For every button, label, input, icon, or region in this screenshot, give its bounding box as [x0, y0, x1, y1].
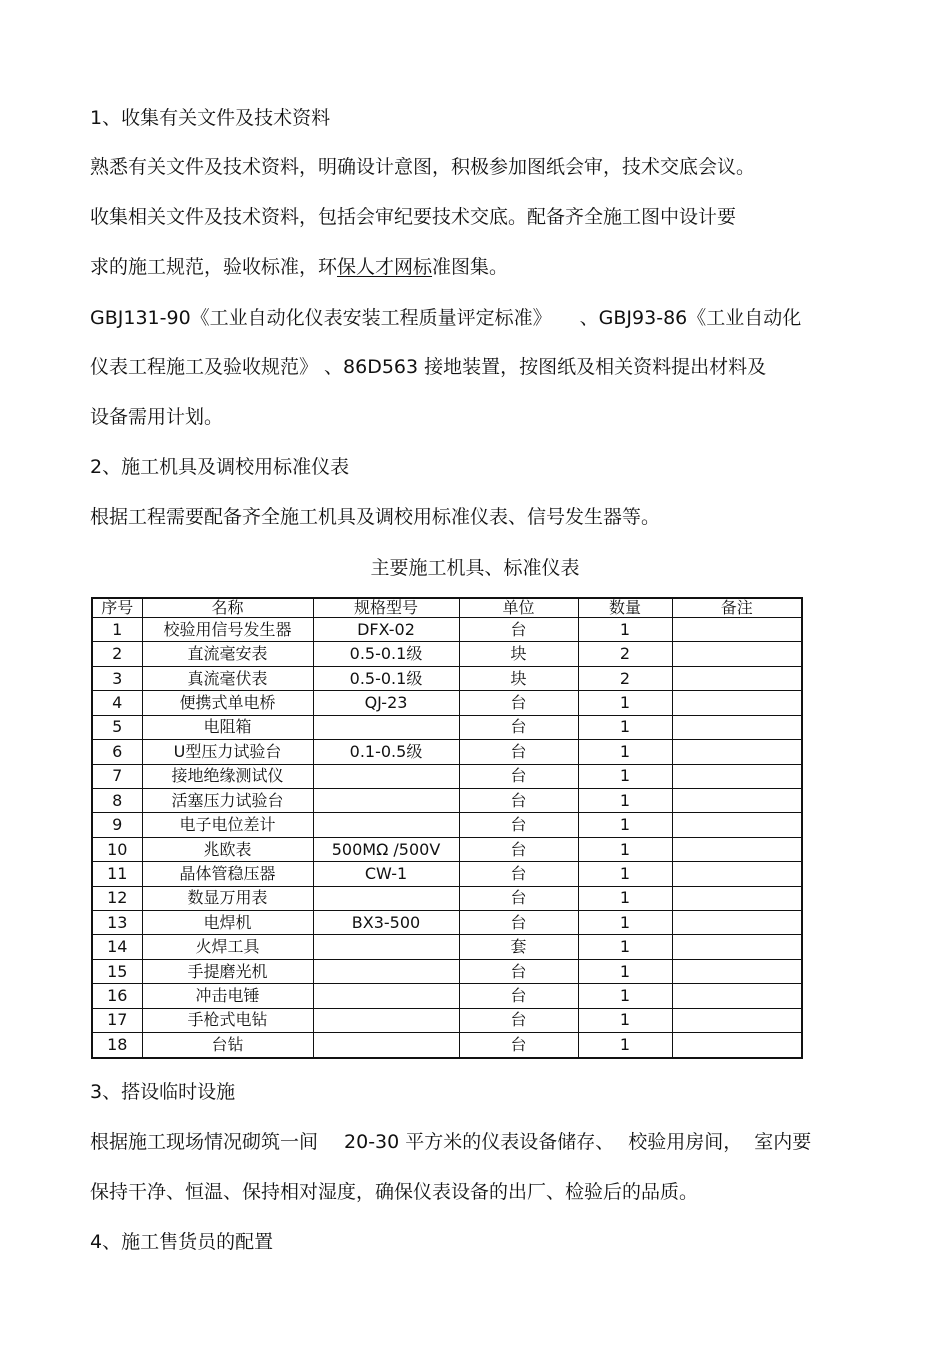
- table-cell: 16: [92, 984, 142, 1008]
- table-row: [92, 1008, 802, 1032]
- table-cell: 1: [578, 618, 672, 642]
- table-cell: 12: [92, 886, 142, 910]
- table-cell: BX3-500: [313, 911, 459, 935]
- table-cell: [672, 740, 802, 764]
- table-cell: [313, 715, 459, 739]
- text-run: 求的施工规范，验收标准，环: [90, 256, 338, 278]
- table-cell: 台: [459, 715, 578, 739]
- table-cell: 0.1-0.5级: [313, 740, 459, 764]
- table-row: [92, 837, 802, 861]
- table-cell: [313, 1008, 459, 1032]
- table-cell: 1: [578, 715, 672, 739]
- table-row: [92, 691, 802, 715]
- table-cell: 台: [459, 813, 578, 837]
- section-3-paragraph-line-2: 保持干净、恒温、保持相对湿度，确保仪表设备的出厂、检验后的品质。: [90, 1181, 699, 1203]
- table-cell: 台: [459, 691, 578, 715]
- table-cell: 电子电位差计: [142, 813, 313, 837]
- table-row: [92, 764, 802, 788]
- text-run: 室内要: [754, 1131, 812, 1153]
- text-run: 准图集。: [432, 256, 509, 278]
- table-row: [92, 642, 802, 666]
- table-row: [92, 618, 802, 642]
- table-cell: 18: [92, 1033, 142, 1058]
- table-cell: 台: [459, 837, 578, 861]
- text-run: 根据施工现场情况砌筑一间: [90, 1131, 319, 1153]
- table-cell: 便携式单电桥: [142, 691, 313, 715]
- table-cell: 7: [92, 764, 142, 788]
- header-cell: 单位: [459, 598, 578, 618]
- table-body: [92, 618, 802, 1059]
- table-cell: 9: [92, 813, 142, 837]
- table-cell: [672, 666, 802, 690]
- table-cell: 1: [578, 813, 672, 837]
- table-cell: [313, 764, 459, 788]
- section-3-heading: 3、搭设临时设施: [90, 1081, 236, 1103]
- table-cell: [313, 959, 459, 983]
- table-cell: 接地绝缘测试仪: [142, 764, 313, 788]
- table-cell: 1: [578, 959, 672, 983]
- table-cell: 套: [459, 935, 578, 959]
- section-3-paragraph-line-1: [90, 1130, 811, 1154]
- section-1-paragraph-line-5: 仪表工程施工及验收规范》 、86D563 接地装置，按图纸及相关资料提出材料及: [90, 356, 767, 378]
- table-cell: 4: [92, 691, 142, 715]
- table-cell: 1: [578, 1033, 672, 1058]
- table-cell: 台: [459, 618, 578, 642]
- table-cell: 台: [459, 788, 578, 812]
- table-cell: 活塞压力试验台: [142, 788, 313, 812]
- table-cell: 台: [459, 764, 578, 788]
- table-cell: 1: [578, 935, 672, 959]
- table-row: [92, 862, 802, 886]
- section-1-heading: 1、收集有关文件及技术资料: [90, 107, 331, 129]
- section-1-paragraph-line-6: 设备需用计划。: [90, 406, 224, 428]
- header-cell: 备注: [672, 598, 802, 618]
- table-cell: [313, 788, 459, 812]
- section-1-paragraph-line-3: [90, 255, 508, 279]
- table-cell: [313, 813, 459, 837]
- table-cell: 冲击电锤: [142, 984, 313, 1008]
- standard-reference-1: GBJ131-90《工业自动化仪表安装工程质量评定标准》: [90, 307, 552, 329]
- section-4-heading: 4、施工售货员的配置: [90, 1231, 274, 1253]
- table-cell: 块: [459, 666, 578, 690]
- table-cell: 手枪式电钻: [142, 1008, 313, 1032]
- table-cell: [672, 691, 802, 715]
- table-cell: [672, 935, 802, 959]
- table-cell: 电阻箱: [142, 715, 313, 739]
- table-cell: 8: [92, 788, 142, 812]
- table-cell: 台: [459, 886, 578, 910]
- section-1-paragraph-line-1: 熟悉有关文件及技术资料，明确设计意图，积极参加图纸会审，技术交底会议。: [90, 156, 756, 178]
- table-cell: [672, 715, 802, 739]
- table-cell: 台: [459, 1008, 578, 1032]
- table-cell: 直流毫安表: [142, 642, 313, 666]
- table-cell: 2: [92, 642, 142, 666]
- table-cell: U型压力试验台: [142, 740, 313, 764]
- section-1-paragraph-line-4: [90, 306, 801, 330]
- table-cell: 1: [578, 984, 672, 1008]
- table-cell: 晶体管稳压器: [142, 862, 313, 886]
- table-cell: [672, 618, 802, 642]
- table-cell: 14: [92, 935, 142, 959]
- table-cell: 1: [578, 691, 672, 715]
- standard-reference-2: 、GBJ93-86《工业自动化: [579, 307, 802, 329]
- table-row: [92, 788, 802, 812]
- table-cell: [672, 642, 802, 666]
- table-cell: [672, 764, 802, 788]
- section-1-paragraph-line-2: 收集相关文件及技术资料，包括会审纪要技术交底。配备齐全施工图中设计要: [90, 206, 737, 228]
- table-cell: 手提磨光机: [142, 959, 313, 983]
- header-cell: 名称: [142, 598, 313, 618]
- table-cell: 数显万用表: [142, 886, 313, 910]
- table-cell: 兆欧表: [142, 837, 313, 861]
- table-cell: 1: [578, 837, 672, 861]
- table-cell: 1: [578, 764, 672, 788]
- table-cell: 台: [459, 984, 578, 1008]
- table-cell: 500MΩ /500V: [313, 837, 459, 861]
- underlined-text-run: 保人才网标: [337, 256, 433, 278]
- table-cell: 台: [459, 1033, 578, 1058]
- table-cell: [313, 886, 459, 910]
- table-cell: DFX-02: [313, 618, 459, 642]
- table-cell: 10: [92, 837, 142, 861]
- table-cell: 台: [459, 740, 578, 764]
- table-cell: [672, 1008, 802, 1032]
- table-cell: 1: [92, 618, 142, 642]
- table-cell: 1: [578, 1008, 672, 1032]
- table-cell: 1: [578, 740, 672, 764]
- table-caption: 主要施工机具、标准仪表: [370, 557, 580, 579]
- section-2-heading: 2、施工机具及调校用标准仪表: [90, 456, 350, 478]
- table-cell: 6: [92, 740, 142, 764]
- table-row: [92, 886, 802, 910]
- table-cell: [672, 788, 802, 812]
- table-cell: [672, 837, 802, 861]
- table-cell: [672, 959, 802, 983]
- table-row: [92, 715, 802, 739]
- table-cell: 火焊工具: [142, 935, 313, 959]
- table-cell: 台: [459, 862, 578, 886]
- equipment-table: [91, 597, 803, 1059]
- table-row: [92, 984, 802, 1008]
- table-cell: 块: [459, 642, 578, 666]
- table-row: [92, 740, 802, 764]
- table-cell: 0.5-0.1级: [313, 642, 459, 666]
- table-row: [92, 666, 802, 690]
- table-cell: 1: [578, 862, 672, 886]
- section-2-paragraph: 根据工程需要配备齐全施工机具及调校用标准仪表、信号发生器等。: [90, 506, 661, 528]
- table-cell: [672, 862, 802, 886]
- table-cell: [313, 935, 459, 959]
- table-header-row: [92, 598, 802, 618]
- table-cell: 1: [578, 886, 672, 910]
- header-cell: 序号: [92, 598, 142, 618]
- table-cell: 17: [92, 1008, 142, 1032]
- table-cell: 13: [92, 911, 142, 935]
- table-cell: [313, 1033, 459, 1058]
- table-row: [92, 813, 802, 837]
- header-cell: 数量: [578, 598, 672, 618]
- table-cell: [313, 984, 459, 1008]
- header-cell: 规格型号: [313, 598, 459, 618]
- table-cell: [672, 1033, 802, 1058]
- table-row: [92, 935, 802, 959]
- table-cell: [672, 984, 802, 1008]
- table-row: [92, 911, 802, 935]
- table-cell: 电焊机: [142, 911, 313, 935]
- table-cell: CW-1: [313, 862, 459, 886]
- text-run: 校验用房间，: [628, 1131, 743, 1153]
- table-cell: 0.5-0.1级: [313, 666, 459, 690]
- table-cell: [672, 813, 802, 837]
- table-cell: 2: [578, 666, 672, 690]
- table-cell: 11: [92, 862, 142, 886]
- table-cell: 台: [459, 959, 578, 983]
- table-cell: 1: [578, 788, 672, 812]
- table-cell: [672, 911, 802, 935]
- table-cell: 校验用信号发生器: [142, 618, 313, 642]
- table-cell: 真流毫伏表: [142, 666, 313, 690]
- table-row: [92, 1033, 802, 1058]
- table-cell: 15: [92, 959, 142, 983]
- table-cell: 台钻: [142, 1033, 313, 1058]
- table-cell: [672, 886, 802, 910]
- table-cell: QJ-23: [313, 691, 459, 715]
- text-run: 20-30 平方米的仪表设备储存、: [344, 1131, 615, 1153]
- table-cell: 2: [578, 642, 672, 666]
- table-cell: 台: [459, 911, 578, 935]
- table-cell: 3: [92, 666, 142, 690]
- table-row: [92, 959, 802, 983]
- table-cell: 1: [578, 911, 672, 935]
- table-cell: 5: [92, 715, 142, 739]
